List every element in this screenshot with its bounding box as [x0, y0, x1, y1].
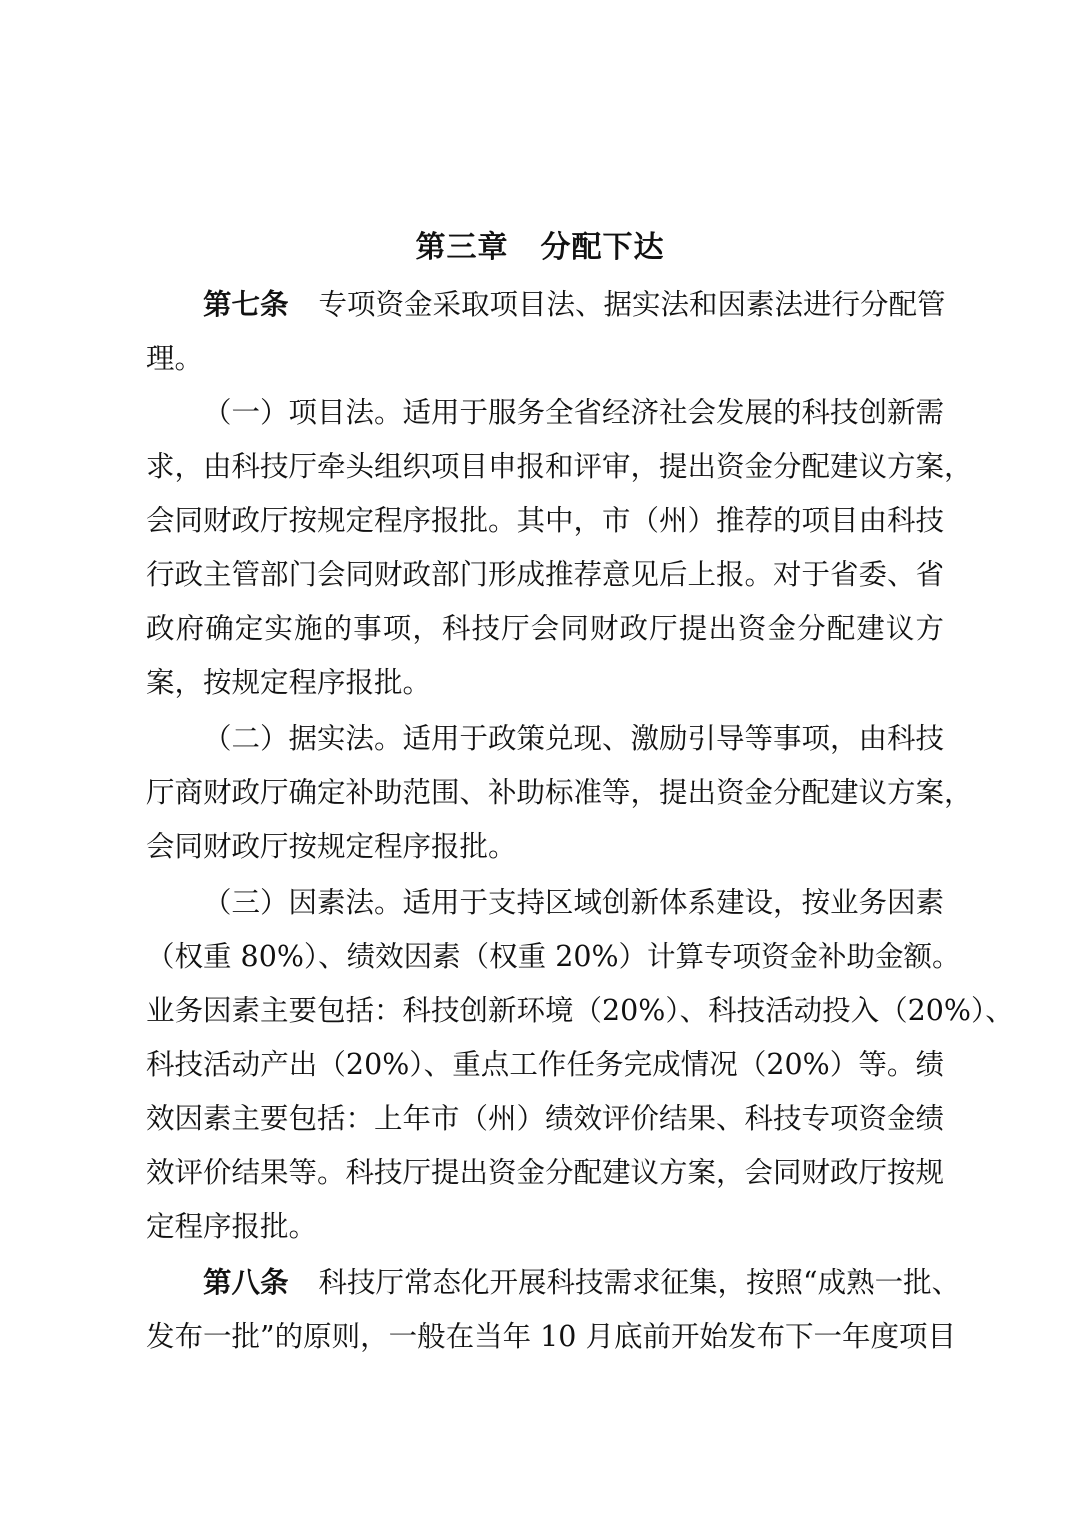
- method-3-line-1: （三）因素法。适用于支持区域创新体系建设，按业务因素: [203, 886, 945, 919]
- article-8-line-1: 第八条 科技厅常态化开展科技需求征集，按照“成熟一批、: [203, 1266, 961, 1299]
- method-1-line-2: 求，由科技厅牵头组织项目申报和评审，提出资金分配建议方案，: [146, 450, 973, 483]
- method-3-line-5: 效因素主要包括：上年市（州）绩效评价结果、科技专项资金绩: [146, 1102, 945, 1135]
- chapter-number: 第三章: [415, 230, 509, 265]
- method-2-line-3: 会同财政厅按规定程序报批。: [146, 830, 517, 863]
- chapter-title: 分配下达: [540, 230, 665, 265]
- method-1-line-1: （一）项目法。适用于服务全省经济社会发展的科技创新需: [203, 396, 945, 429]
- method-1-line-4: 行政主管部门会同财政部门形成推荐意见后上报。对于省委、省: [146, 558, 945, 591]
- method-1-line-5: 政府确定实施的事项，科技厅会同财政厅提出资金分配建议方: [146, 612, 944, 645]
- article-8-line-2: 发布一批”的原则，一般在当年 10 月底前开始发布下一年度项目: [146, 1320, 956, 1353]
- method-3-line-6: 效评价结果等。科技厅提出资金分配建议方案，会同财政厅按规: [146, 1156, 945, 1189]
- method-3-line-4: 科技活动产出（20%）、重点工作任务完成情况（20%）等。绩: [146, 1048, 944, 1081]
- chapter-heading: [0, 222, 1080, 274]
- article-8-label: 第八条: [203, 1266, 289, 1299]
- method-1-line-6: 案，按规定程序报批。: [146, 666, 432, 699]
- method-2-line-2: 厅商财政厅确定补助范围、补助标准等，提出资金分配建议方案，: [146, 776, 973, 809]
- method-3-line-7: 定程序报批。: [146, 1210, 318, 1243]
- article-7-line-2: 理。: [146, 342, 204, 375]
- method-3-line-2: （权重 80%）、绩效因素（权重 20%）计算专项资金补助金额。: [146, 940, 961, 973]
- method-1-line-3: 会同财政厅按规定程序报批。其中，市（州）推荐的项目由科技: [146, 504, 945, 537]
- article-7-label: 第七条: [203, 288, 289, 321]
- method-3-line-3: 业务因素主要包括：科技创新环境（20%）、科技活动投入（20%）、: [146, 994, 1014, 1027]
- method-2-line-1: （二）据实法。适用于政策兑现、激励引导等事项，由科技: [203, 722, 945, 755]
- article-7-line-1: 第七条 专项资金采取项目法、据实法和因素法进行分配管: [203, 288, 946, 321]
